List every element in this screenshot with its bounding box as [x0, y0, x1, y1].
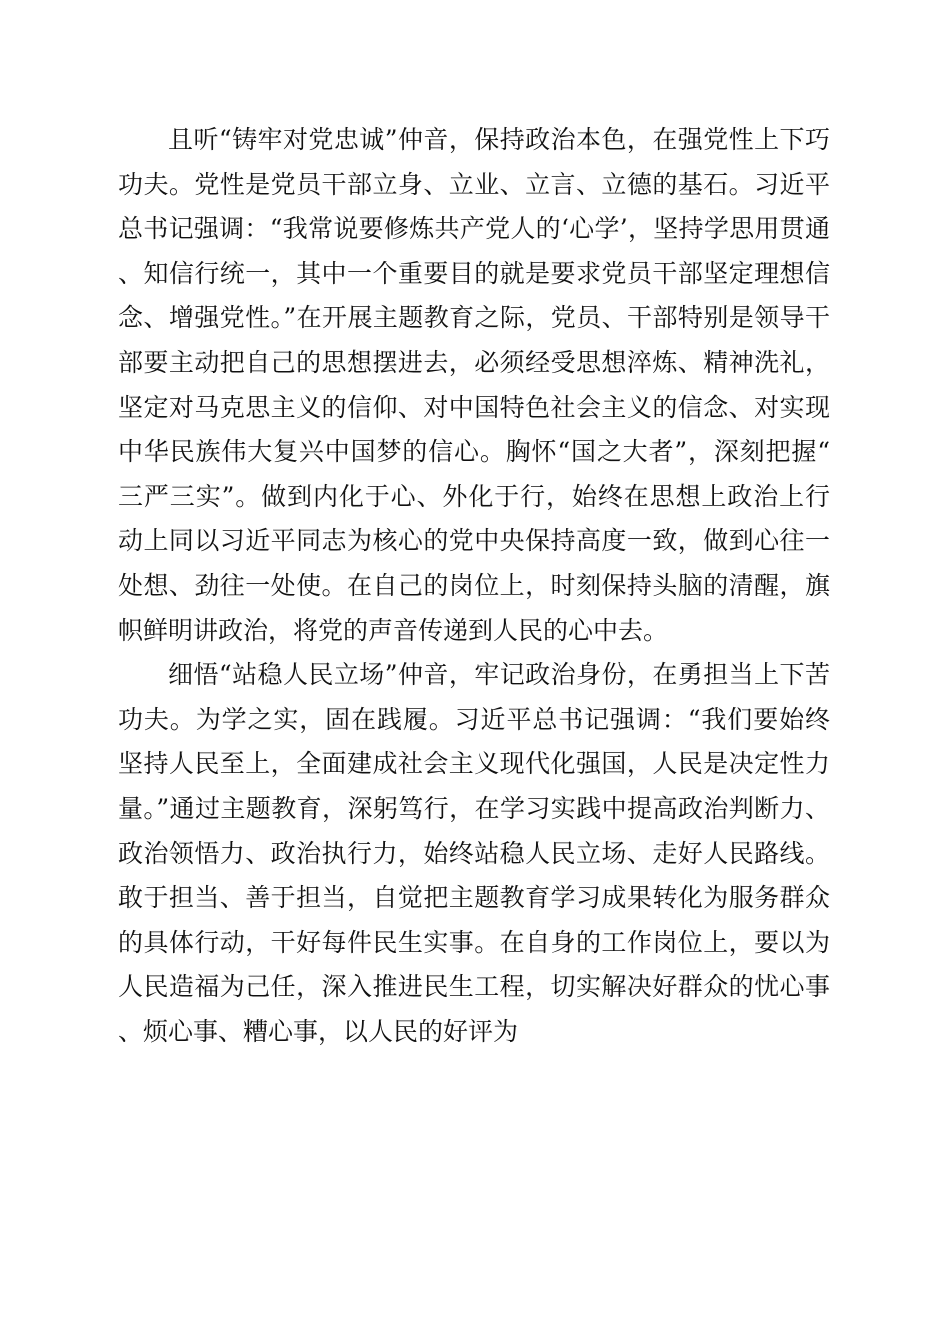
document-body — [118, 118, 830, 1054]
paragraph-people-stance: 细悟“站稳人民立场”仲音，牢记政治身份，在勇担当上下苦功夫。为学之实，固在践履。习近平总书记强调：“我们要始终坚持人民至上，全面建成社会主义现代化强国，人民是决定性力量。”通过主题教育，深躬笃行，在学习实践中提高政治判断力、政治领悟力、政治执行力，始终站稳人民立场、走好人民路线。敢于担当、善于担当，自觉把主题教育学习成果转化为服务群众的具体行动，干好每件民生实事。在自身的工作岗位上，要以为人民造福为己任，深入推进民生工程，切实解决好群众的忧心事、烦心事、糟心事，以人民的好评为 — [118, 660, 830, 1046]
paragraph-loyalty: 且听“铸牢对党忠诚”仲音，保持政治本色，在强党性上下巧功夫。党性是党员干部立身、立业、立言、立德的基石。习近平总书记强调：“我常说要修炼共产党人的‘心学’，坚持学思用贯通、知信行统一，其中一个重要目的就是要求党员干部坚定理想信念、增强党性。”在开展主题教育之际，党员、干部特别是领导干部要主动把自己的思想摆进去，必须经受思想淬炼、精神洗礼，坚定对马克思主义的信仰、对中国特色社会主义的信念、对实现中华民族伟大复兴中国梦的信心。胸怀“国之大者”，深刻把握“三严三实”。做到内化于心、外化于行，始终在思想上政治上行动上同以习近平同志为核心的党中央保持高度一致，做到心往一处想、劲往一处使。在自己的岗位上，时刻保持头脑的清醒，旗帜鲜明讲政治，将党的声音传递到人民的心中去。 — [118, 125, 830, 645]
